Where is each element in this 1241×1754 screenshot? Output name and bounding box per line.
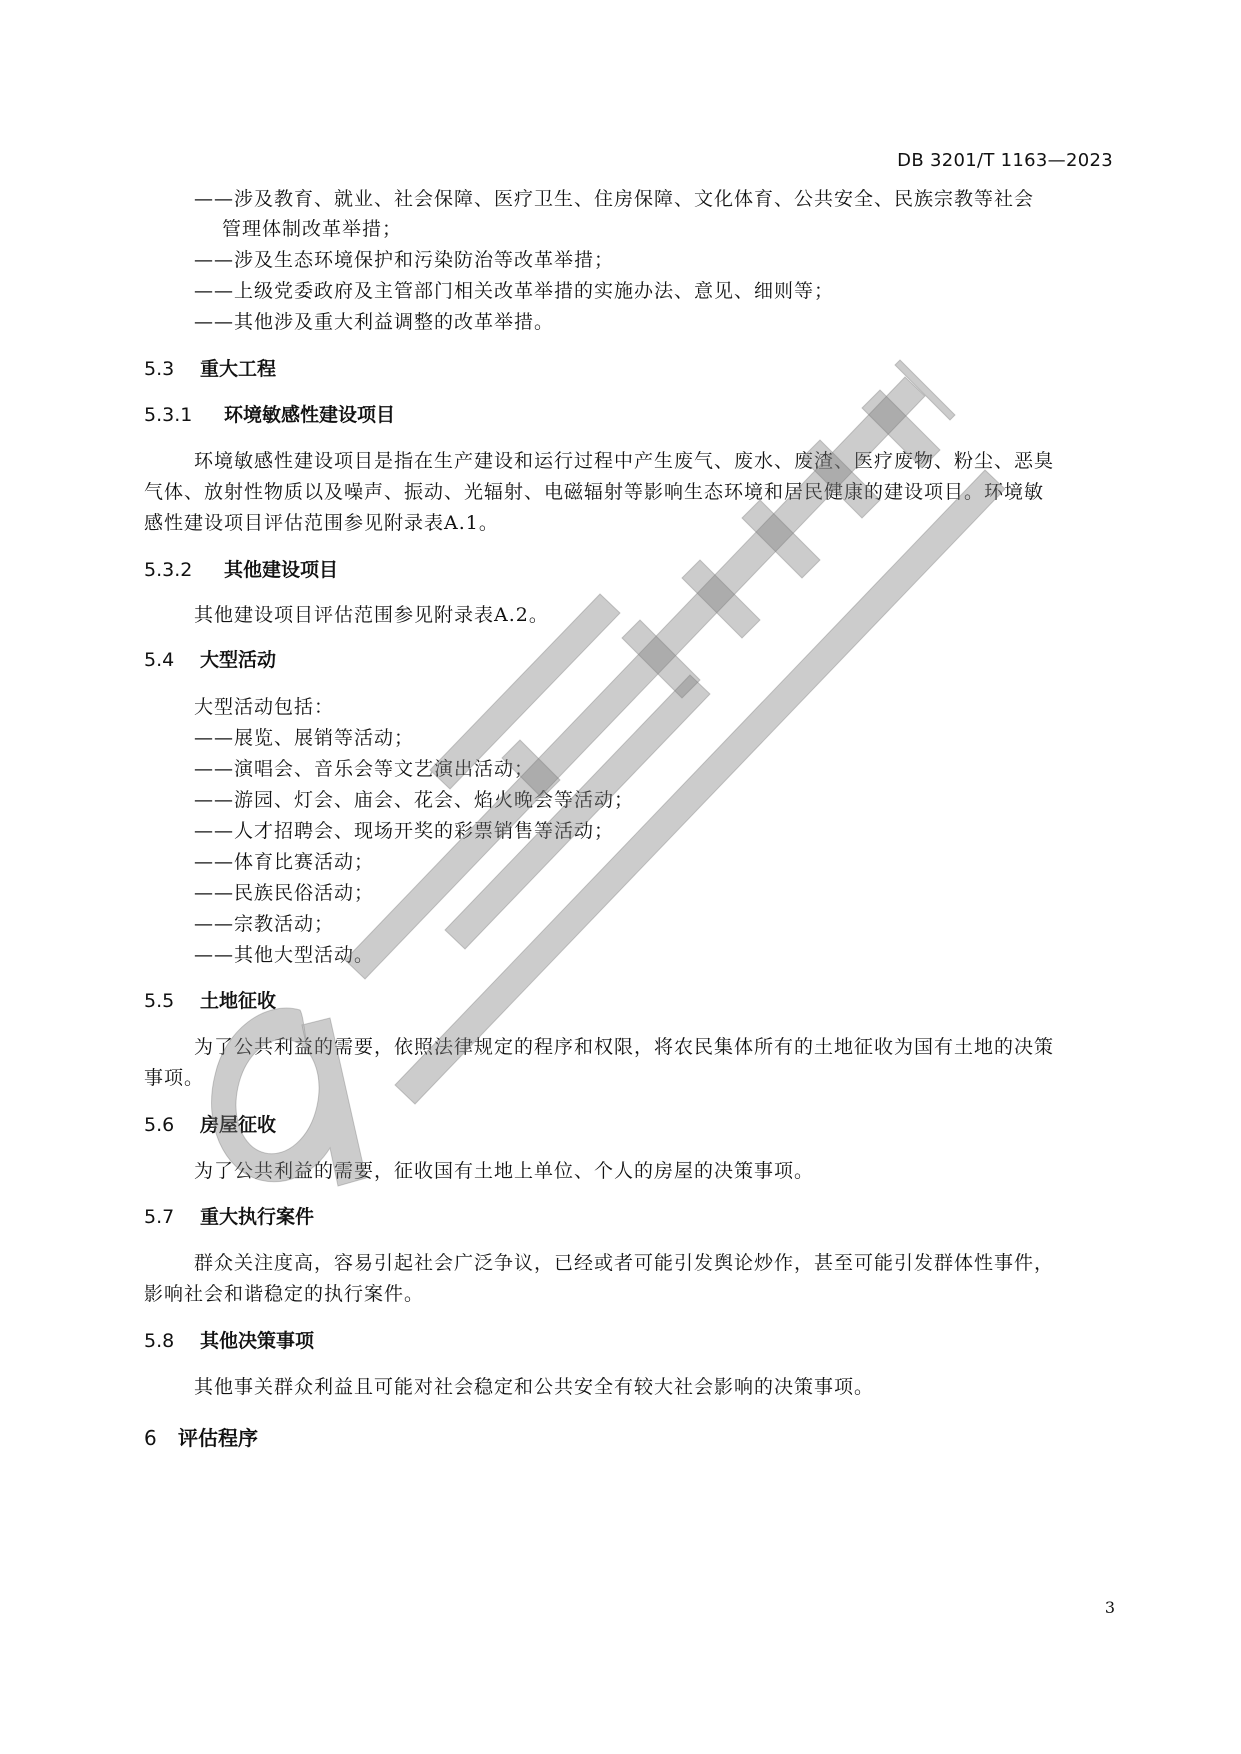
list-item-continuation: 管理体制改革举措； (222, 218, 403, 240)
section-heading-5-6 (144, 1110, 276, 1137)
chapter-title: 评估程序 (178, 1426, 258, 1450)
list-item: ——民族民俗活动； (194, 882, 375, 904)
paragraph-line: 影响社会和谐稳定的执行案件。 (144, 1283, 425, 1305)
section-number: 5.6 (144, 1114, 175, 1136)
list-item: ——展览、展销等活动； (194, 727, 415, 749)
section-number: 5.4 (144, 649, 175, 671)
list-item: ——游园、灯会、庙会、花会、焰火晚会等活动； (194, 789, 635, 811)
chapter-number: 6 (144, 1426, 157, 1450)
watermark-stroke (742, 500, 820, 578)
paragraph-line: 大型活动包括： (194, 696, 335, 718)
page-number: 3 (1104, 1598, 1115, 1617)
section-number: 5.7 (144, 1206, 175, 1228)
section-heading-5-4 (144, 645, 276, 672)
section-heading-5-3-2 (144, 555, 338, 582)
paragraph-line: 其他建设项目评估范围参见附录表A.2。 (194, 604, 549, 626)
section-title: 土地征收 (200, 990, 277, 1012)
section-title: 重大执行案件 (200, 1206, 315, 1228)
watermark-stroke (682, 560, 760, 638)
paragraph-line: 环境敏感性建设项目是指在生产建设和运行过程中产生废气、废水、废渣、医疗废物、粉尘、恶臭 (194, 450, 1055, 472)
section-title: 其他建设项目 (224, 559, 339, 581)
section-title: 房屋征收 (200, 1114, 277, 1136)
watermark-stroke (445, 675, 710, 949)
list-item: ——涉及教育、就业、社会保障、医疗卫生、住房保障、文化体育、公共安全、民族宗教等社会 (194, 188, 1035, 210)
paragraph-line: 为了公共利益的需要，征收国有土地上单位、个人的房屋的决策事项。 (194, 1160, 815, 1182)
section-number: 5.3.2 (144, 559, 193, 581)
section-title: 大型活动 (200, 649, 277, 671)
list-item: ——涉及生态环境保护和污染防治等改革举措； (194, 249, 615, 271)
list-item: ——体育比赛活动； (194, 851, 375, 873)
paragraph-line: 气体、放射性物质以及噪声、振动、光辐射、电磁辐射等影响生态环境和居民健康的建设项目。环境敏 (144, 481, 1045, 503)
chapter-heading-6 (144, 1422, 258, 1451)
list-item: ——宗教活动； (194, 913, 335, 935)
section-title: 其他决策事项 (200, 1330, 315, 1352)
paragraph-line: 群众关注度高，容易引起社会广泛争议，已经或者可能引发舆论炒作，甚至可能引发群体性事件， (194, 1252, 1055, 1274)
paragraph-line: 为了公共利益的需要，依照法律规定的程序和权限，将农民集体所有的土地征收为国有土地的决策 (194, 1036, 1055, 1058)
paragraph-line: 感性建设项目评估范围参见附录表A.1。 (144, 512, 499, 534)
section-number: 5.5 (144, 990, 175, 1012)
paragraph-line: 其他事关群众利益且可能对社会稳定和公共安全有较大社会影响的决策事项。 (194, 1376, 875, 1398)
standard-code: DB 3201/T 1163—2023 (897, 150, 1113, 171)
watermark-stroke (895, 360, 955, 420)
section-heading-5-3-1 (144, 400, 395, 427)
list-item: ——上级党委政府及主管部门相关改革举措的实施办法、意见、细则等； (194, 280, 835, 302)
section-heading-5-3 (144, 354, 276, 381)
watermark-stroke (622, 620, 700, 698)
section-title: 重大工程 (200, 358, 277, 380)
list-item: ——演唱会、音乐会等文艺演出活动； (194, 758, 535, 780)
section-heading-5-7 (144, 1202, 314, 1229)
list-item: ——其他涉及重大利益调整的改革举措。 (194, 311, 555, 333)
list-item: ——人才招聘会、现场开奖的彩票销售等活动； (194, 820, 615, 842)
paragraph-line: 事项。 (144, 1067, 205, 1089)
section-heading-5-5 (144, 986, 276, 1013)
section-number: 5.3.1 (144, 404, 193, 426)
section-heading-5-8 (144, 1326, 314, 1353)
list-item: ——其他大型活动。 (194, 944, 375, 966)
section-number: 5.3 (144, 358, 175, 380)
section-number: 5.8 (144, 1330, 175, 1352)
section-title: 环境敏感性建设项目 (224, 404, 396, 426)
